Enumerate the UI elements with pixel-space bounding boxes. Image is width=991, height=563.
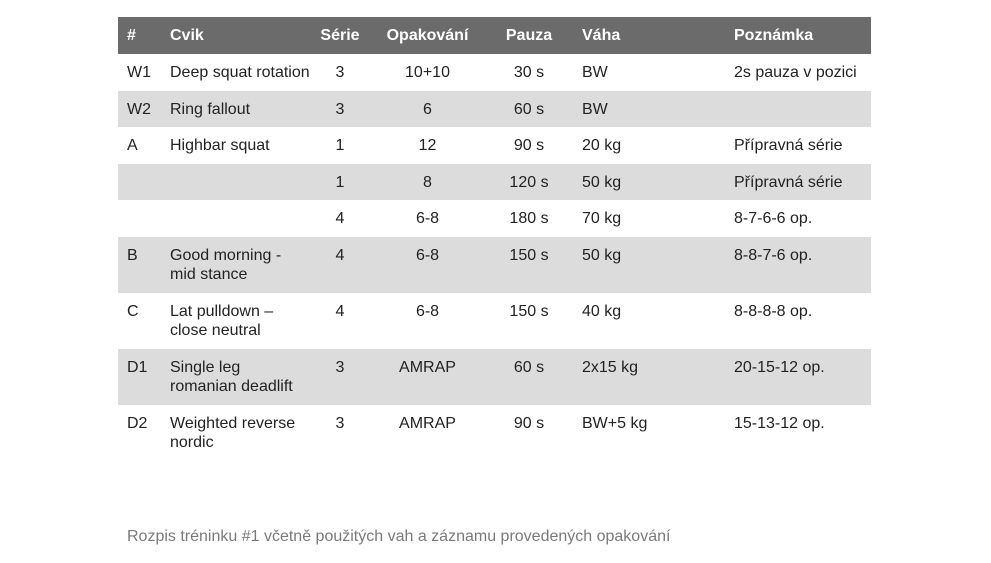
- cell-number: [118, 200, 161, 237]
- header-sets: Série: [310, 17, 370, 54]
- table-header-row: [118, 17, 871, 54]
- cell-exercise: Good morning - mid stance: [161, 237, 310, 293]
- cell-exercise: Deep squat rotation: [170, 64, 310, 81]
- cell-sets: 3: [335, 64, 345, 81]
- header-reps: Opakování: [370, 17, 485, 54]
- cell-note: 8-8-7-6 op.: [725, 237, 871, 293]
- table-row: [118, 237, 871, 293]
- table-caption: Rozpis tréninku #1 včetně použitých vah a záznamu provedených opakování: [127, 528, 671, 545]
- table-row: [118, 54, 871, 91]
- cell-weight: 20 kg: [582, 137, 622, 154]
- cell-number: A: [127, 137, 138, 154]
- cell-weight: 50 kg: [573, 164, 725, 201]
- cell-number: D2: [127, 414, 148, 432]
- cell-reps: 8: [370, 164, 485, 201]
- cell-exercise: Single leg romanian deadlift: [161, 349, 310, 405]
- table-row: [118, 91, 871, 128]
- cell-sets: 3: [310, 91, 370, 128]
- cell-note: 8-7-6-6 op.: [734, 210, 813, 227]
- cell-sets: 3: [310, 349, 370, 405]
- cell-rest: 180 s: [509, 210, 549, 227]
- cell-weight: 40 kg: [582, 302, 622, 320]
- cell-note: 2s pauza v pozici: [734, 64, 857, 81]
- header-weight: Váha: [573, 17, 725, 54]
- cell-exercise: Highbar squat: [170, 137, 270, 154]
- cell-reps: AMRAP: [399, 414, 456, 432]
- cell-rest: 90 s: [513, 414, 545, 432]
- cell-note: [725, 91, 871, 128]
- cell-exercise: [161, 200, 310, 237]
- cell-note: Přípravná série: [725, 164, 871, 201]
- cell-sets: 4: [310, 237, 370, 293]
- cell-sets: 3: [335, 414, 345, 432]
- cell-rest: 150 s: [485, 237, 573, 293]
- cell-rest: 90 s: [513, 137, 545, 154]
- cell-weight: 70 kg: [582, 210, 622, 227]
- cell-weight: BW+5 kg: [582, 414, 648, 432]
- cell-weight: 2x15 kg: [573, 349, 725, 405]
- table-row: [118, 405, 871, 461]
- cell-rest: 120 s: [485, 164, 573, 201]
- cell-number: W2: [118, 91, 161, 128]
- cell-exercise: Weighted reverse nordic: [170, 414, 296, 451]
- cell-sets: 1: [310, 164, 370, 201]
- cell-weight: BW: [573, 91, 725, 128]
- cell-note: 15-13-12 op.: [734, 414, 825, 432]
- cell-number: B: [118, 237, 161, 293]
- cell-number: [118, 164, 161, 201]
- cell-note: 8-8-8-8 op.: [734, 302, 813, 320]
- table-row: [118, 293, 871, 349]
- cell-rest: 60 s: [485, 349, 573, 405]
- cell-reps: 10+10: [405, 64, 450, 81]
- cell-reps: AMRAP: [370, 349, 485, 405]
- cell-reps: 6-8: [415, 210, 440, 227]
- header-note: Poznámka: [725, 17, 871, 54]
- cell-sets: 4: [335, 302, 345, 320]
- cell-sets: 1: [335, 137, 345, 154]
- cell-number: C: [127, 302, 139, 320]
- cell-number: D1: [118, 349, 161, 405]
- cell-number: W1: [127, 64, 151, 81]
- cell-note: Přípravná série: [734, 137, 843, 154]
- cell-exercise: [161, 164, 310, 201]
- table-row: [118, 164, 871, 201]
- cell-rest: 30 s: [513, 64, 545, 81]
- cell-rest: 60 s: [485, 91, 573, 128]
- header-rest: Pauza: [485, 17, 573, 54]
- cell-exercise: Lat pulldown – close neutral: [170, 302, 274, 339]
- table-row: [118, 200, 871, 237]
- cell-sets: 4: [335, 210, 345, 227]
- cell-reps: 6-8: [415, 302, 440, 320]
- cell-exercise: Ring fallout: [161, 91, 310, 128]
- cell-reps: 12: [418, 137, 437, 154]
- workout-table-container: [118, 17, 871, 461]
- cell-rest: 150 s: [509, 302, 549, 320]
- workout-table: [118, 17, 871, 461]
- header-exercise: Cvik: [161, 17, 310, 54]
- header-number: #: [118, 17, 161, 54]
- table-row: [118, 127, 871, 164]
- table-row: [118, 349, 871, 405]
- cell-weight: 50 kg: [573, 237, 725, 293]
- cell-reps: 6: [370, 91, 485, 128]
- cell-weight: BW: [582, 64, 608, 81]
- cell-reps: 6-8: [370, 237, 485, 293]
- cell-note: 20-15-12 op.: [725, 349, 871, 405]
